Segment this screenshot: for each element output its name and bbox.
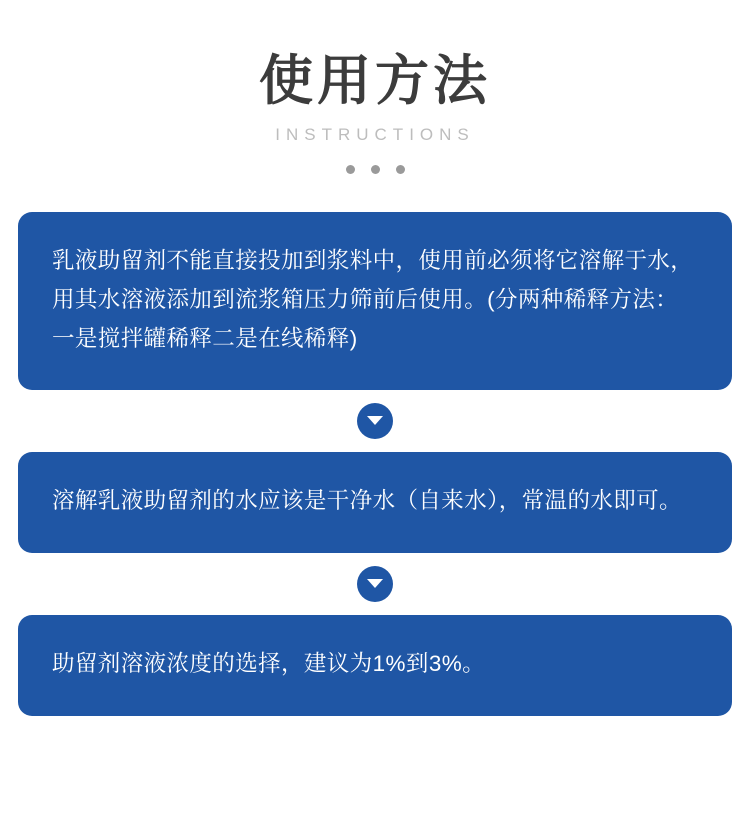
steps-list (18, 212, 732, 715)
step-connector-2 (18, 553, 732, 615)
step-text: 助留剂溶液浓度的选择，建议为1%到3%。 (52, 651, 486, 677)
step-connector-1 (18, 390, 732, 452)
dot-separator (18, 165, 732, 174)
page-subtitle: INSTRUCTIONS (275, 125, 475, 145)
step-text: 乳液助留剂不能直接投加到浆料中，使用前必须将它溶解于水，用其水溶液添加到流浆箱压力筛前后使用。(分两种稀释方法：一是搅拌罐稀释二是在线稀释) (52, 248, 694, 351)
chevron-down-icon (357, 403, 393, 439)
chevron-down-icon (357, 566, 393, 602)
separator-dot (371, 165, 380, 174)
separator-dot (346, 165, 355, 174)
separator-dot (396, 165, 405, 174)
step-card-2 (18, 452, 732, 553)
step-card-3 (18, 615, 732, 716)
step-card-1 (18, 212, 732, 390)
page-header (18, 0, 732, 174)
step-text: 溶解乳液助留剂的水应该是干净水（自来水），常温的水即可。 (52, 488, 682, 514)
page-title: 使用方法 (259, 51, 491, 111)
